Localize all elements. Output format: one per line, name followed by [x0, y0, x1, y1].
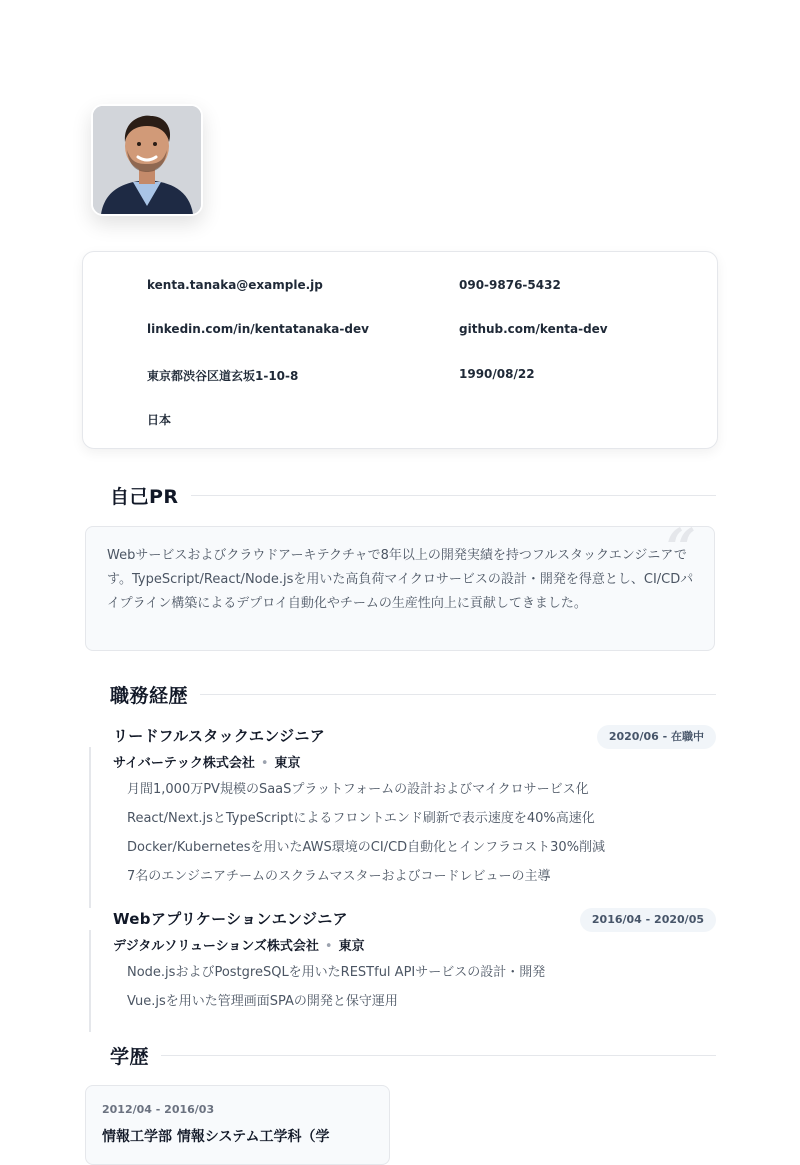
section-title: 自己PR [110, 485, 179, 508]
education-card [85, 1085, 390, 1165]
job-bullet: Node.jsおよびPostgreSQLを用いたRESTful APIサービスの設計・開発 [127, 965, 546, 980]
education-school: 情報工学部 情報システム工学科（学 [102, 1129, 330, 1145]
job-bullets [127, 963, 545, 1021]
job-bullet: 月間1,000万PV規模のSaaSプラットフォームの設計およびマイクロサービス化 [127, 782, 589, 797]
job-period-badge: 2020/06 - 在職中 [597, 725, 716, 749]
section-heading-pr [110, 481, 716, 509]
job-entry [89, 908, 716, 1032]
contact-email[interactable]: kenta.tanaka@example.jp [147, 278, 323, 292]
job-company: デジタルソリューションズ株式会社 [113, 939, 319, 954]
contact-birthdate: 1990/08/22 [459, 367, 535, 381]
job-company: サイバーテック株式会社 [113, 756, 255, 771]
contact-phone[interactable]: 090-9876-5432 [459, 278, 561, 292]
job-title: Webアプリケーションエンジニア [113, 910, 348, 928]
section-divider [191, 495, 716, 496]
contact-address: 東京都渋谷区道玄坂1-10-8 [147, 369, 299, 383]
job-bullet: 7名のエンジニアチームのスクラムマスターおよびコードレビューの主導 [127, 869, 551, 884]
profile-photo [93, 106, 201, 214]
pr-text: Webサービスおよびクラウドアーキテクチャで8年以上の開発実績を持つフルスタックエンジニアです。TypeScript/React/Node.jsを用いた高負荷マイクロサービスの設計・開発を得意とし、CI/CDパイプライン構築によるデプロイ自動化やチームの生産性向上に貢献してきました。 [107, 548, 694, 611]
pr-box [85, 518, 715, 651]
avatar [91, 104, 203, 216]
education-period: 2012/04 - 2016/03 [102, 1103, 215, 1116]
job-location: 東京 [338, 939, 365, 954]
section-divider [200, 694, 716, 695]
job-entry [89, 725, 716, 908]
job-bullets [127, 780, 605, 896]
contact-country: 日本 [147, 413, 172, 427]
section-heading-experience [110, 680, 716, 708]
timeline-rail [89, 930, 91, 1032]
section-title: 職務経歴 [110, 684, 189, 707]
job-bullet: React/Next.jsとTypeScriptによるフロントエンド刷新で表示速度を40%高速化 [127, 811, 595, 826]
job-title: リードフルスタックエンジニア [113, 727, 326, 745]
timeline-rail [89, 747, 91, 908]
separator-dot: • [260, 756, 269, 771]
job-bullet: Docker/Kubernetesを用いたAWS環境のCI/CD自動化とインフラコスト30%削減 [127, 840, 606, 855]
quote-icon: “ [666, 518, 696, 579]
contact-card [82, 251, 718, 449]
section-heading-education [110, 1041, 716, 1069]
job-period-badge: 2016/04 - 2020/05 [580, 908, 716, 932]
job-company-line [113, 752, 301, 771]
contact-linkedin[interactable]: linkedin.com/in/kentatanaka-dev [147, 322, 369, 336]
section-divider [161, 1055, 716, 1056]
section-title: 学歴 [110, 1045, 150, 1068]
separator-dot: • [324, 939, 333, 954]
contact-github[interactable]: github.com/kenta-dev [459, 322, 608, 336]
job-bullet: Vue.jsを用いた管理画面SPAの開発と保守運用 [127, 994, 398, 1009]
job-location: 東京 [274, 756, 301, 771]
job-company-line [113, 935, 365, 954]
